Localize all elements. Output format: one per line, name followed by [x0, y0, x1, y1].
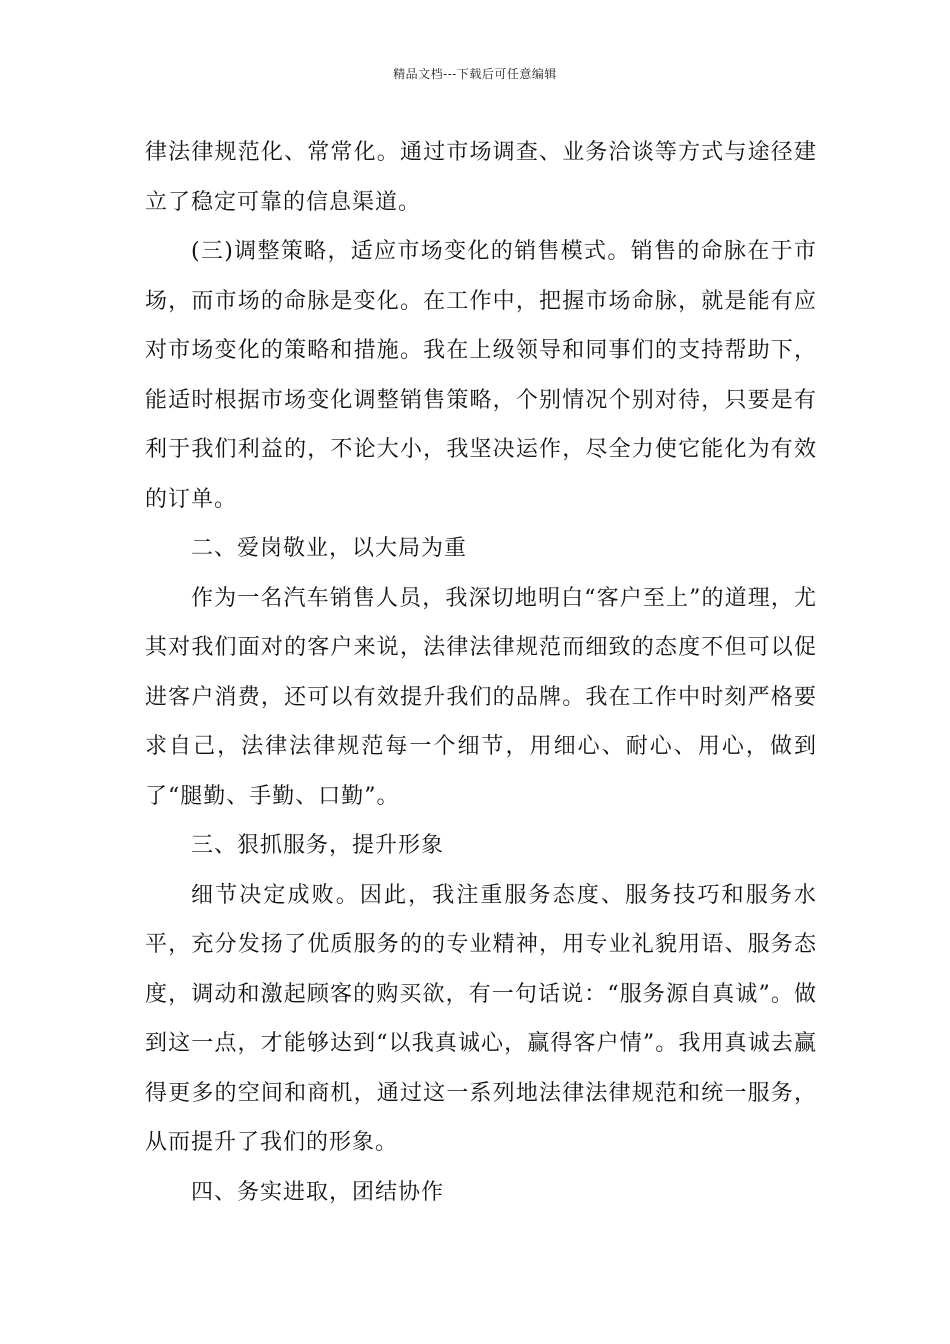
section-heading-4: 四、务实进取，团结协作	[191, 1179, 445, 1205]
paragraph-service-details: 细节决定成败。因此，我注重服务态度、服务技巧和服务水平，充分发扬了优质服务的的专业精神，用专业礼貌用语、服务态度，调动和激起顾客的购买欲，有一句话说：“服务源自真诚”。做到这一点，才能够达到“以我真诚心，赢得客户情”。我用真诚去赢得更多的空间和商机，通过这一系列地法律法律规范和统一服务，从而提升了我们的形象。	[145, 882, 817, 1155]
section-heading-3: 三、狠抓服务，提升形象	[191, 833, 445, 858]
page-header: 精品文档---下载后可任意编辑	[393, 67, 557, 81]
paragraph-customer-first: 作为一名汽车销售人员，我深切地明白“客户至上”的道理，尤其对我们面对的客户来说，法律法律规范而细致的态度不但可以促进客户消费，还可以有效提升我们的品牌。我在工作中时刻严格要求自己，法律法律规范每一个细节，用细心、耐心、用心，做到了“腿勤、手勤、口勤”。	[145, 585, 817, 809]
section-heading-2: 二、爱岗敬业，以大局为重	[191, 536, 468, 561]
paragraph-continued: 律法律规范化、常常化。通过市场调查、业务洽谈等方式与途径建立了稳定可靠的信息渠道。	[145, 140, 817, 215]
document-body	[145, 128, 817, 1217]
paragraph-adjust-strategy: (三)调整策略，适应市场变化的销售模式。销售的命脉在于市场，而市场的命脉是变化。在工作中，把握市场命脉，就是能有应对市场变化的策略和措施。我在上级领导和同事们的支持帮助下，能适时根据市场变化调整销售策略，个别情况个别对待，只要是有利于我们利益的，不论大小，我坚决运作，尽全力使它能化为有效的订单。	[145, 239, 817, 512]
